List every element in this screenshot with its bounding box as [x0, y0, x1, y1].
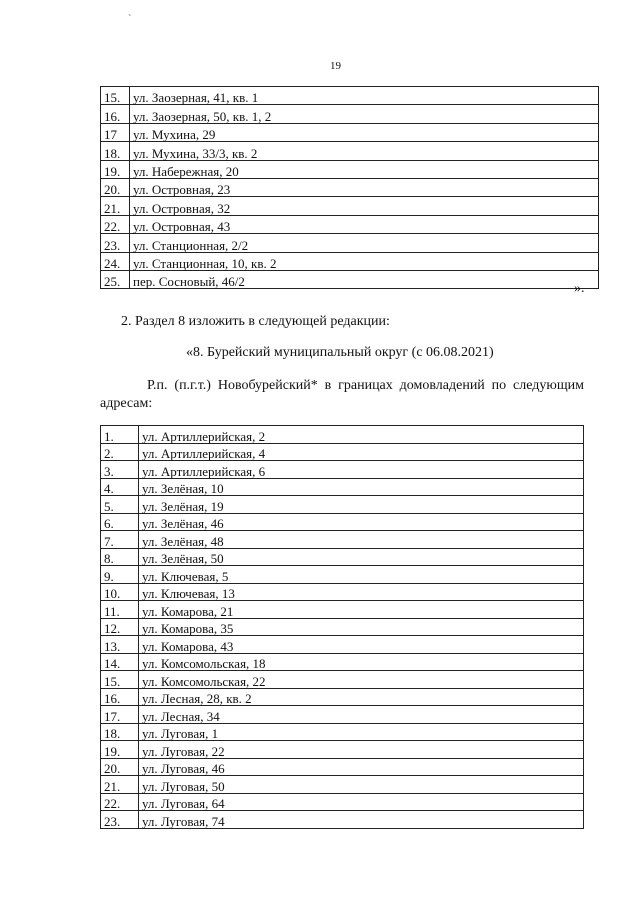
page-number: 19 [330, 60, 341, 72]
table-row [101, 160, 599, 178]
row-number: 19. [101, 741, 139, 759]
row-number: 15. [101, 87, 130, 105]
row-address: пер. Сосновый, 46/2 [130, 270, 599, 288]
row-address: ул. Комсомольская, 22 [139, 671, 584, 689]
table-row [101, 461, 584, 479]
row-address: ул. Набережная, 20 [130, 160, 599, 178]
row-address: ул. Островная, 23 [130, 178, 599, 196]
row-address: ул. Артиллерийская, 2 [139, 426, 584, 444]
row-address: ул. Комарова, 43 [139, 636, 584, 654]
row-address: ул. Ключевая, 13 [139, 583, 584, 601]
table-row [101, 105, 599, 123]
table-row [101, 142, 599, 160]
row-number: 24. [101, 252, 130, 270]
table-row [101, 443, 584, 461]
table-row [101, 688, 584, 706]
row-number: 9. [101, 566, 139, 584]
table-row [101, 723, 584, 741]
row-number: 2. [101, 443, 139, 461]
row-address: ул. Луговая, 1 [139, 723, 584, 741]
row-number: 4. [101, 478, 139, 496]
row-address: ул. Луговая, 64 [139, 793, 584, 811]
row-number: 1. [101, 426, 139, 444]
row-address: ул. Станционная, 2/2 [130, 234, 599, 252]
row-address: ул. Станционная, 10, кв. 2 [130, 252, 599, 270]
table-row [101, 270, 599, 288]
row-number: 11. [101, 601, 139, 619]
row-number: 7. [101, 531, 139, 549]
row-address: ул. Артиллерийская, 6 [139, 461, 584, 479]
row-number: 15. [101, 671, 139, 689]
row-address: ул. Зелёная, 10 [139, 478, 584, 496]
row-number: 19. [101, 160, 130, 178]
row-number: 16. [101, 688, 139, 706]
table-row [101, 741, 584, 759]
row-address: ул. Мухина, 29 [130, 123, 599, 141]
table-row [101, 566, 584, 584]
row-number: 23. [101, 811, 139, 829]
row-number: 6. [101, 513, 139, 531]
settlement-paragraph: Р.п. (п.г.т.) Новобурейский* в границах домовладений по следующим адресам: [100, 378, 584, 411]
table-row [101, 583, 584, 601]
row-number: 8. [101, 548, 139, 566]
row-address: ул. Островная, 43 [130, 215, 599, 233]
table-row [101, 636, 584, 654]
row-address: ул. Лесная, 28, кв. 2 [139, 688, 584, 706]
table-row [101, 513, 584, 531]
row-number: 12. [101, 618, 139, 636]
table-row [101, 776, 584, 794]
row-number: 22. [101, 215, 130, 233]
table-row [101, 426, 584, 444]
row-number: 21. [101, 776, 139, 794]
table-row [101, 478, 584, 496]
row-address: ул. Зелёная, 19 [139, 496, 584, 514]
table-row [101, 601, 584, 619]
row-address: ул. Комарова, 35 [139, 618, 584, 636]
row-address: ул. Артиллерийская, 4 [139, 443, 584, 461]
row-address: ул. Луговая, 46 [139, 758, 584, 776]
row-number: 20. [101, 758, 139, 776]
table-row [101, 197, 599, 215]
row-number: 25. [101, 270, 130, 288]
table-row [101, 758, 584, 776]
row-number: 16. [101, 105, 130, 123]
table-row [101, 618, 584, 636]
row-address: ул. Заозерная, 41, кв. 1 [130, 87, 599, 105]
row-number: 21. [101, 197, 130, 215]
table-row [101, 234, 599, 252]
row-number: 3. [101, 461, 139, 479]
address-table-section-8 [100, 425, 584, 829]
row-number: 13. [101, 636, 139, 654]
row-number: 17 [101, 123, 130, 141]
table-row [101, 531, 584, 549]
row-number: 22. [101, 793, 139, 811]
row-number: 18. [101, 723, 139, 741]
row-address: ул. Комсомольская, 18 [139, 653, 584, 671]
section-heading: «8. Бурейский муниципальный округ (с 06.08.2021) [186, 345, 494, 360]
table-row [101, 671, 584, 689]
table-row [101, 548, 584, 566]
table-row [101, 123, 599, 141]
table-row [101, 87, 599, 105]
row-address: ул. Зелёная, 46 [139, 513, 584, 531]
row-address: ул. Зелёная, 48 [139, 531, 584, 549]
row-address: ул. Лесная, 34 [139, 706, 584, 724]
table-row [101, 178, 599, 196]
row-address: ул. Мухина, 33/3, кв. 2 [130, 142, 599, 160]
row-address: ул. Луговая, 22 [139, 741, 584, 759]
row-address: ул. Заозерная, 50, кв. 1, 2 [130, 105, 599, 123]
table-row [101, 252, 599, 270]
table-row [101, 706, 584, 724]
row-address: ул. Ключевая, 5 [139, 566, 584, 584]
row-number: 10. [101, 583, 139, 601]
table-row [101, 215, 599, 233]
row-number: 18. [101, 142, 130, 160]
row-address: ул. Луговая, 74 [139, 811, 584, 829]
row-address: ул. Зелёная, 50 [139, 548, 584, 566]
row-number: 20. [101, 178, 130, 196]
row-number: 23. [101, 234, 130, 252]
scan-tick-mark: ` [128, 14, 132, 25]
amendment-item-2: 2. Раздел 8 изложить в следующей редакции: [121, 314, 390, 329]
row-number: 5. [101, 496, 139, 514]
row-address: ул. Луговая, 50 [139, 776, 584, 794]
row-number: 17. [101, 706, 139, 724]
closing-quote: ». [574, 281, 585, 296]
table-row [101, 811, 584, 829]
row-address: ул. Комарова, 21 [139, 601, 584, 619]
table-row [101, 496, 584, 514]
address-table-continued [100, 86, 599, 289]
row-address: ул. Островная, 32 [130, 197, 599, 215]
table-row [101, 653, 584, 671]
row-number: 14. [101, 653, 139, 671]
table-row [101, 793, 584, 811]
